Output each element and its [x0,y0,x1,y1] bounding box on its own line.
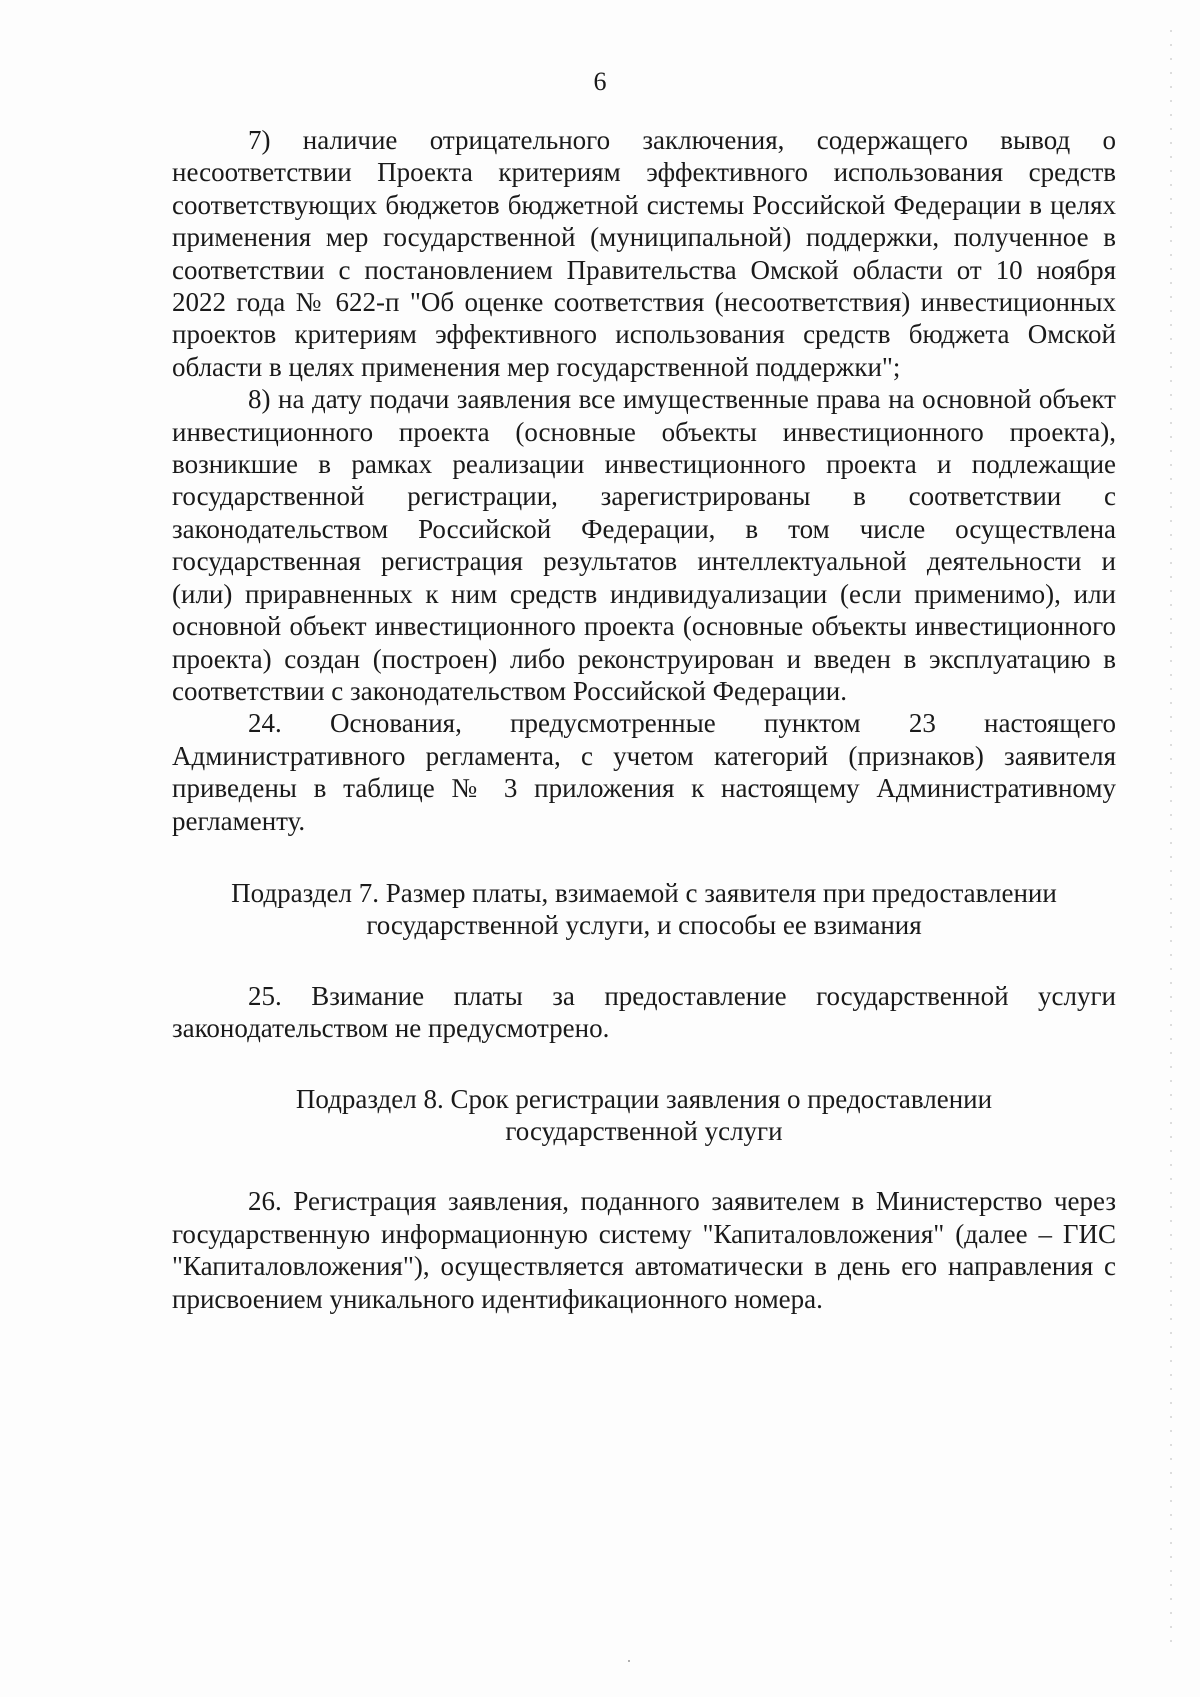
page-number: 6 [593,67,607,96]
spacer [172,1147,1116,1185]
subsection-8-title-line-2: государственной услуги [505,1115,783,1146]
subsection-7-title-line-2: государственной услуги, и способы ее взимания [366,910,922,941]
spacer [172,942,1116,980]
subsection-8-title-line-1: Подраздел 8. Срок регистрации заявления о предоставлении [295,1083,993,1114]
subsection-7-heading [172,877,1116,942]
clause-25: 25. Взимание платы за предоставление государственной услуги законодательством не предусмотрено. [172,980,1116,1044]
clause-24: 24. Основания, предусмотренные пунктом 23 настоящего Административного регламента, с учетом категорий (признаков) заявителя приведены в таблице № 3 приложения к настоящему Административному регламенту. [172,708,1116,836]
scan-edge-artifact [1170,30,1172,1650]
document-body [172,124,1116,1315]
subsection-7-title-line-1: Подраздел 7. Размер платы, взимаемой с заявителя при предоставлении [231,877,1057,908]
spacer [172,1045,1116,1083]
scan-dot-artifact [628,1660,630,1662]
subsection-8-heading [172,1083,1116,1148]
list-item-8: 8) на дату подачи заявления все имущественные права на основной объект инвестиционного проекта (основные объекты инвестиционного проекта), возникшие в рамках реализации инвестиционного проекта и подлежащие государственной регистрации, зарегистрированы в соответствии с законодательством Российской Федерации, в том числе осуществлена государственная регистрация результатов интеллектуальной деятельности и (или) приравненных к ним средств индивидуализации (если применимо), или основной объект инвестиционного проекта (основные объекты инвестиционного проекта) создан (построен) либо реконструирован и введен в эксплуатацию в соответствии с законодательством Российской Федерации. [172,384,1116,706]
list-item-7: 7) наличие отрицательного заключения, содержащего вывод о несоответствии Проекта критериям эффективного использования средств соответствующих бюджетов бюджетной системы Российской Федерации в целях применения мер государственной (муниципальной) поддержки, полученное в соответствии с постановлением Правительства Омской области от 10 ноября 2022 года № 622-п "Об оценке соответствия (несоответствия) инвестиционных проектов критериям эффективного использования средств бюджета Омской области в целях применения мер государственной поддержки"; [172,125,1116,382]
spacer [172,837,1116,877]
clause-26: 26. Регистрация заявления, поданного заявителем в Министерство через государственную информационную систему "Капиталовложения" (далее – ГИС "Капиталовложения"), осуществляется автоматически в день его направления с присвоением уникального идентификационного номера. [172,1186,1116,1314]
